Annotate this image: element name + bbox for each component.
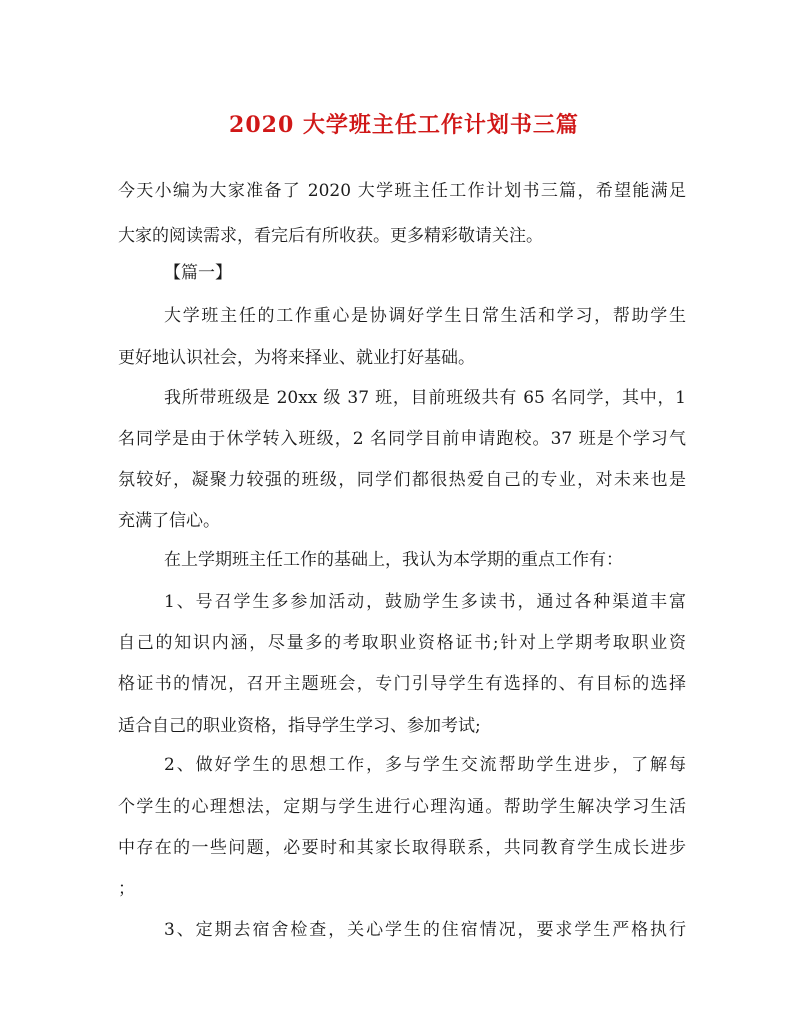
paragraph-4-line-2: 自己的知识内涵，尽量多的考取职业资格证书;针对上学期考取职业资 [118, 633, 686, 653]
paragraph-3-line-1: 在上学期班主任工作的基础上，我认为本学期的重点工作有： [164, 550, 623, 570]
paragraph-4-line-1: 1、号召学生多参加活动，鼓励学生多读书，通过各种渠道丰富 [164, 592, 686, 612]
paragraph-2-line-4: 充满了信心。 [118, 511, 220, 531]
paragraph-5-line-3: 中存在的一些问题，必要时和其家长取得联系，共同教育学生成长进步 [118, 838, 686, 858]
paragraph-5-line-1: 2、做好学生的思想工作，多与学生交流帮助学生进步，了解每 [164, 755, 686, 775]
section-heading: 【篇一】 [164, 263, 232, 283]
paragraph-4-line-3: 格证书的情况，召开主题班会，专门引导学生有选择的、有目标的选择 [118, 674, 686, 694]
paragraph-5-line-2: 个学生的心理想法，定期与学生进行心理沟通。帮助学生解决学习生活 [118, 797, 686, 817]
paragraph-2-line-3: 氛较好，凝聚力较强的班级，同学们都很热爱自己的专业，对未来也是 [118, 470, 686, 490]
intro-line-1: 今天小编为大家准备了 2020 大学班主任工作计划书三篇，希望能满足 [118, 181, 686, 201]
paragraph-2-line-2: 名同学是由于休学转入班级，2 名同学目前申请跑校。37 班是个学习气 [118, 429, 686, 449]
paragraph-4-line-4: 适合自己的职业资格，指导学生学习、参加考试; [118, 716, 481, 736]
paragraph-5-line-4: ； [118, 879, 135, 899]
paragraph-6-line-1: 3、定期去宿舍检查，关心学生的住宿情况，要求学生严格执行 [164, 920, 686, 940]
document-title: 2020 大学班主任工作计划书三篇 [229, 112, 579, 138]
intro-line-2: 大家的阅读需求，看完后有所收获。更多精彩敬请关注。 [118, 226, 543, 246]
paragraph-1-line-1: 大学班主任的工作重心是协调好学生日常生活和学习，帮助学生 [164, 306, 686, 326]
paragraph-2-line-1: 我所带班级是 20xx 级 37 班，目前班级共有 65 名同学，其中，1 [164, 388, 686, 408]
paragraph-1-line-2: 更好地认识社会，为将来择业、就业打好基础。 [118, 348, 475, 368]
